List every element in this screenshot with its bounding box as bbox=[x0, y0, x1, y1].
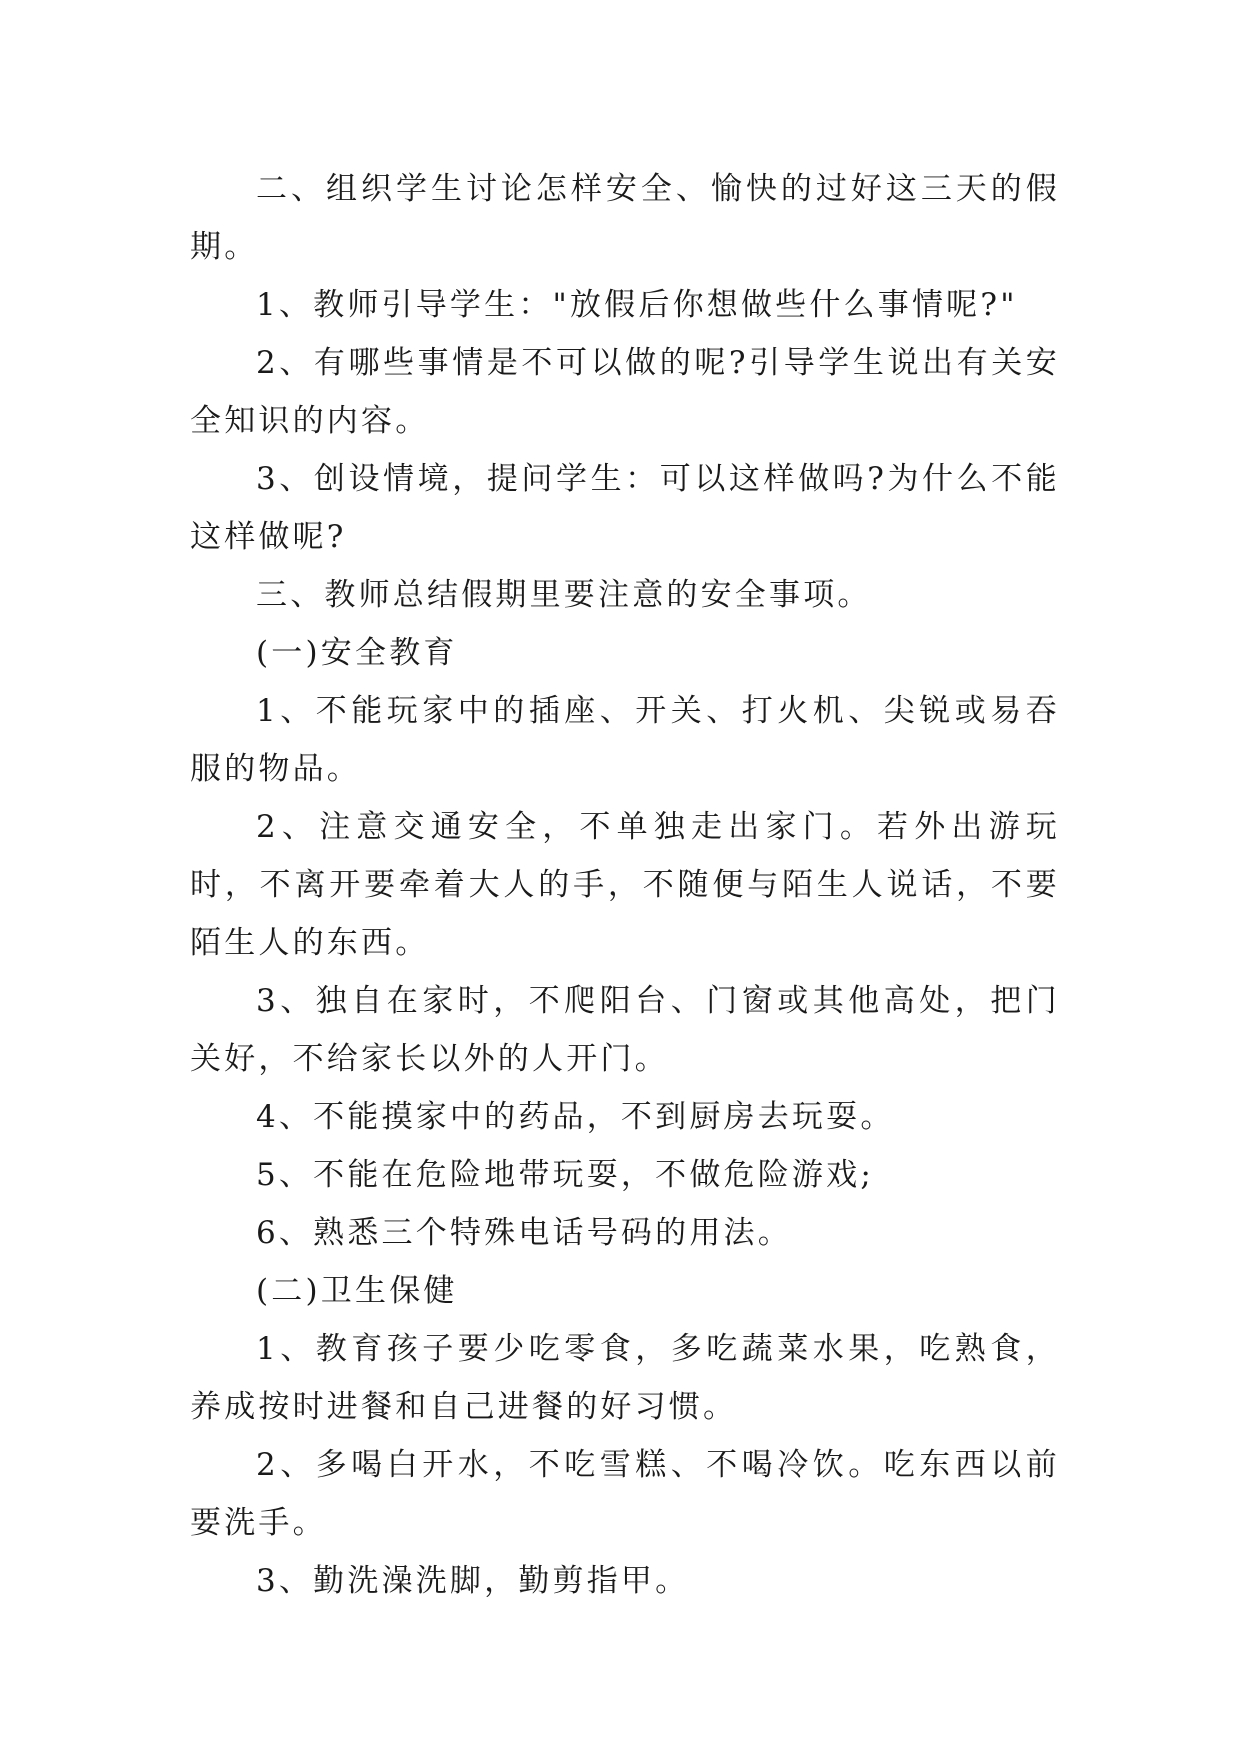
section-heading-safety: (一)安全教育 bbox=[256, 635, 458, 671]
hygiene-item-2: 2、多喝白开水，不吃雪糕、不喝冷饮。吃东西以前要洗手。 bbox=[190, 1447, 1060, 1541]
safety-item-2: 2、注意交通安全，不单独走出家门。若外出游玩时，不离开要牵着大人的手，不随便与陌生人说话，不要陌生人的东西。 bbox=[190, 809, 1060, 961]
hygiene-item-3: 3、勤洗澡洗脚，勤剪指甲。 bbox=[256, 1563, 690, 1599]
paragraph-forbidden-things: 2、有哪些事情是不可以做的呢?引导学生说出有关安全知识的内容。 bbox=[190, 345, 1060, 439]
paragraph-discussion-heading: 二、组织学生讨论怎样安全、愉快的过好这三天的假期。 bbox=[190, 171, 1060, 265]
safety-item-6: 6、熟悉三个特殊电话号码的用法。 bbox=[256, 1215, 792, 1251]
safety-item-4: 4、不能摸家中的药品，不到厨房去玩耍。 bbox=[256, 1099, 895, 1135]
hygiene-item-1: 1、教育孩子要少吃零食，多吃蔬菜水果，吃熟食，养成按时进餐和自己进餐的好习惯。 bbox=[190, 1331, 1060, 1425]
safety-item-1: 1、不能玩家中的插座、开关、打火机、尖锐或易吞服的物品。 bbox=[190, 693, 1060, 787]
document-body bbox=[190, 160, 1060, 1610]
paragraph-teacher-guide: 1、教师引导学生："放假后你想做些什么事情呢?" bbox=[256, 287, 1018, 323]
paragraph-scenario-question: 3、创设情境，提问学生：可以这样做吗?为什么不能这样做呢? bbox=[190, 461, 1060, 555]
paragraph-summary-heading: 三、教师总结假期里要注意的安全事项。 bbox=[256, 577, 872, 613]
safety-item-3: 3、独自在家时，不爬阳台、门窗或其他高处，把门关好，不给家长以外的人开门。 bbox=[190, 983, 1060, 1077]
safety-item-5: 5、不能在危险地带玩耍，不做危险游戏; bbox=[256, 1157, 874, 1193]
section-heading-hygiene: (二)卫生保健 bbox=[256, 1273, 458, 1309]
